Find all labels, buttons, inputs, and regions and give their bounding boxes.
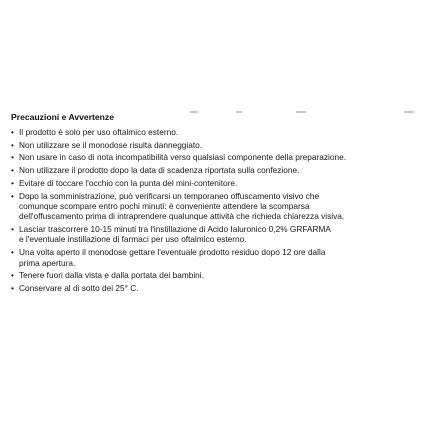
list-item [11,165,427,175]
list-item-text: Non utilizzare il prodotto dopo la data di scadenza riportata sulla confezione. [19,165,300,176]
list-item-text: Il prodotto è solo per uso oftalmico esterno. [19,127,179,137]
list-item [11,224,427,245]
bullet-icon: • [11,165,14,176]
bullet-icon: • [11,270,14,281]
list-item [11,178,427,188]
list-item-text: Una volta aperto il monodose gettare l'eventuale prodotto residuo dopo 12 ore dalla prima apertura. [19,247,326,268]
list-item [11,270,427,280]
bullet-icon: • [11,152,14,163]
list-item-text: Non utilizzare se il monodose risulta danneggiato. [19,139,203,150]
list-item [11,247,427,268]
list-item-text: Lasciar trascorrere 10-15 minuti tra l'instillazione di Acido Ialuronico 0,2% GRFARMA e l'eventuale instillazione di farmaci per uso oftalmico esterno. [19,224,331,245]
list-item [11,127,427,137]
list-item-text: Conservare al di sotto dei 25° C. [19,282,139,293]
list-item [11,283,427,293]
bullet-icon: • [11,224,14,235]
bullet-icon: • [11,139,14,150]
bullet-icon: • [11,247,14,258]
list-item-text: Evitare di toccare l'occhio con la punta del mini-contenitore. [19,177,238,188]
list-item-text: Tenere fuori dalla vista e dalla portata dei bambini. [19,270,204,281]
section-title: Precauzioni e Avvertenze [11,112,115,122]
list-item-text: Dopo la somministrazione, può verificarsi un temporaneo offuscamento visivo che comunque scompare entro pochi minuti: è conveniente attendere la scomparsa dell'offuscamento prima di intraprendere qualunque attività che richieda chiarezza visiva. [19,190,345,222]
precautions-list [11,127,427,293]
precautions-section [11,112,427,296]
bullet-icon: • [11,177,14,188]
list-item [11,191,427,222]
list-item-text: Non usare in caso di nota incompatibilità verso qualsiasi componente della preparazione. [19,152,346,163]
list-item [11,152,427,162]
list-item [11,140,427,150]
bullet-icon: • [11,282,14,293]
bullet-icon: • [11,127,14,137]
bullet-icon: • [11,190,14,201]
